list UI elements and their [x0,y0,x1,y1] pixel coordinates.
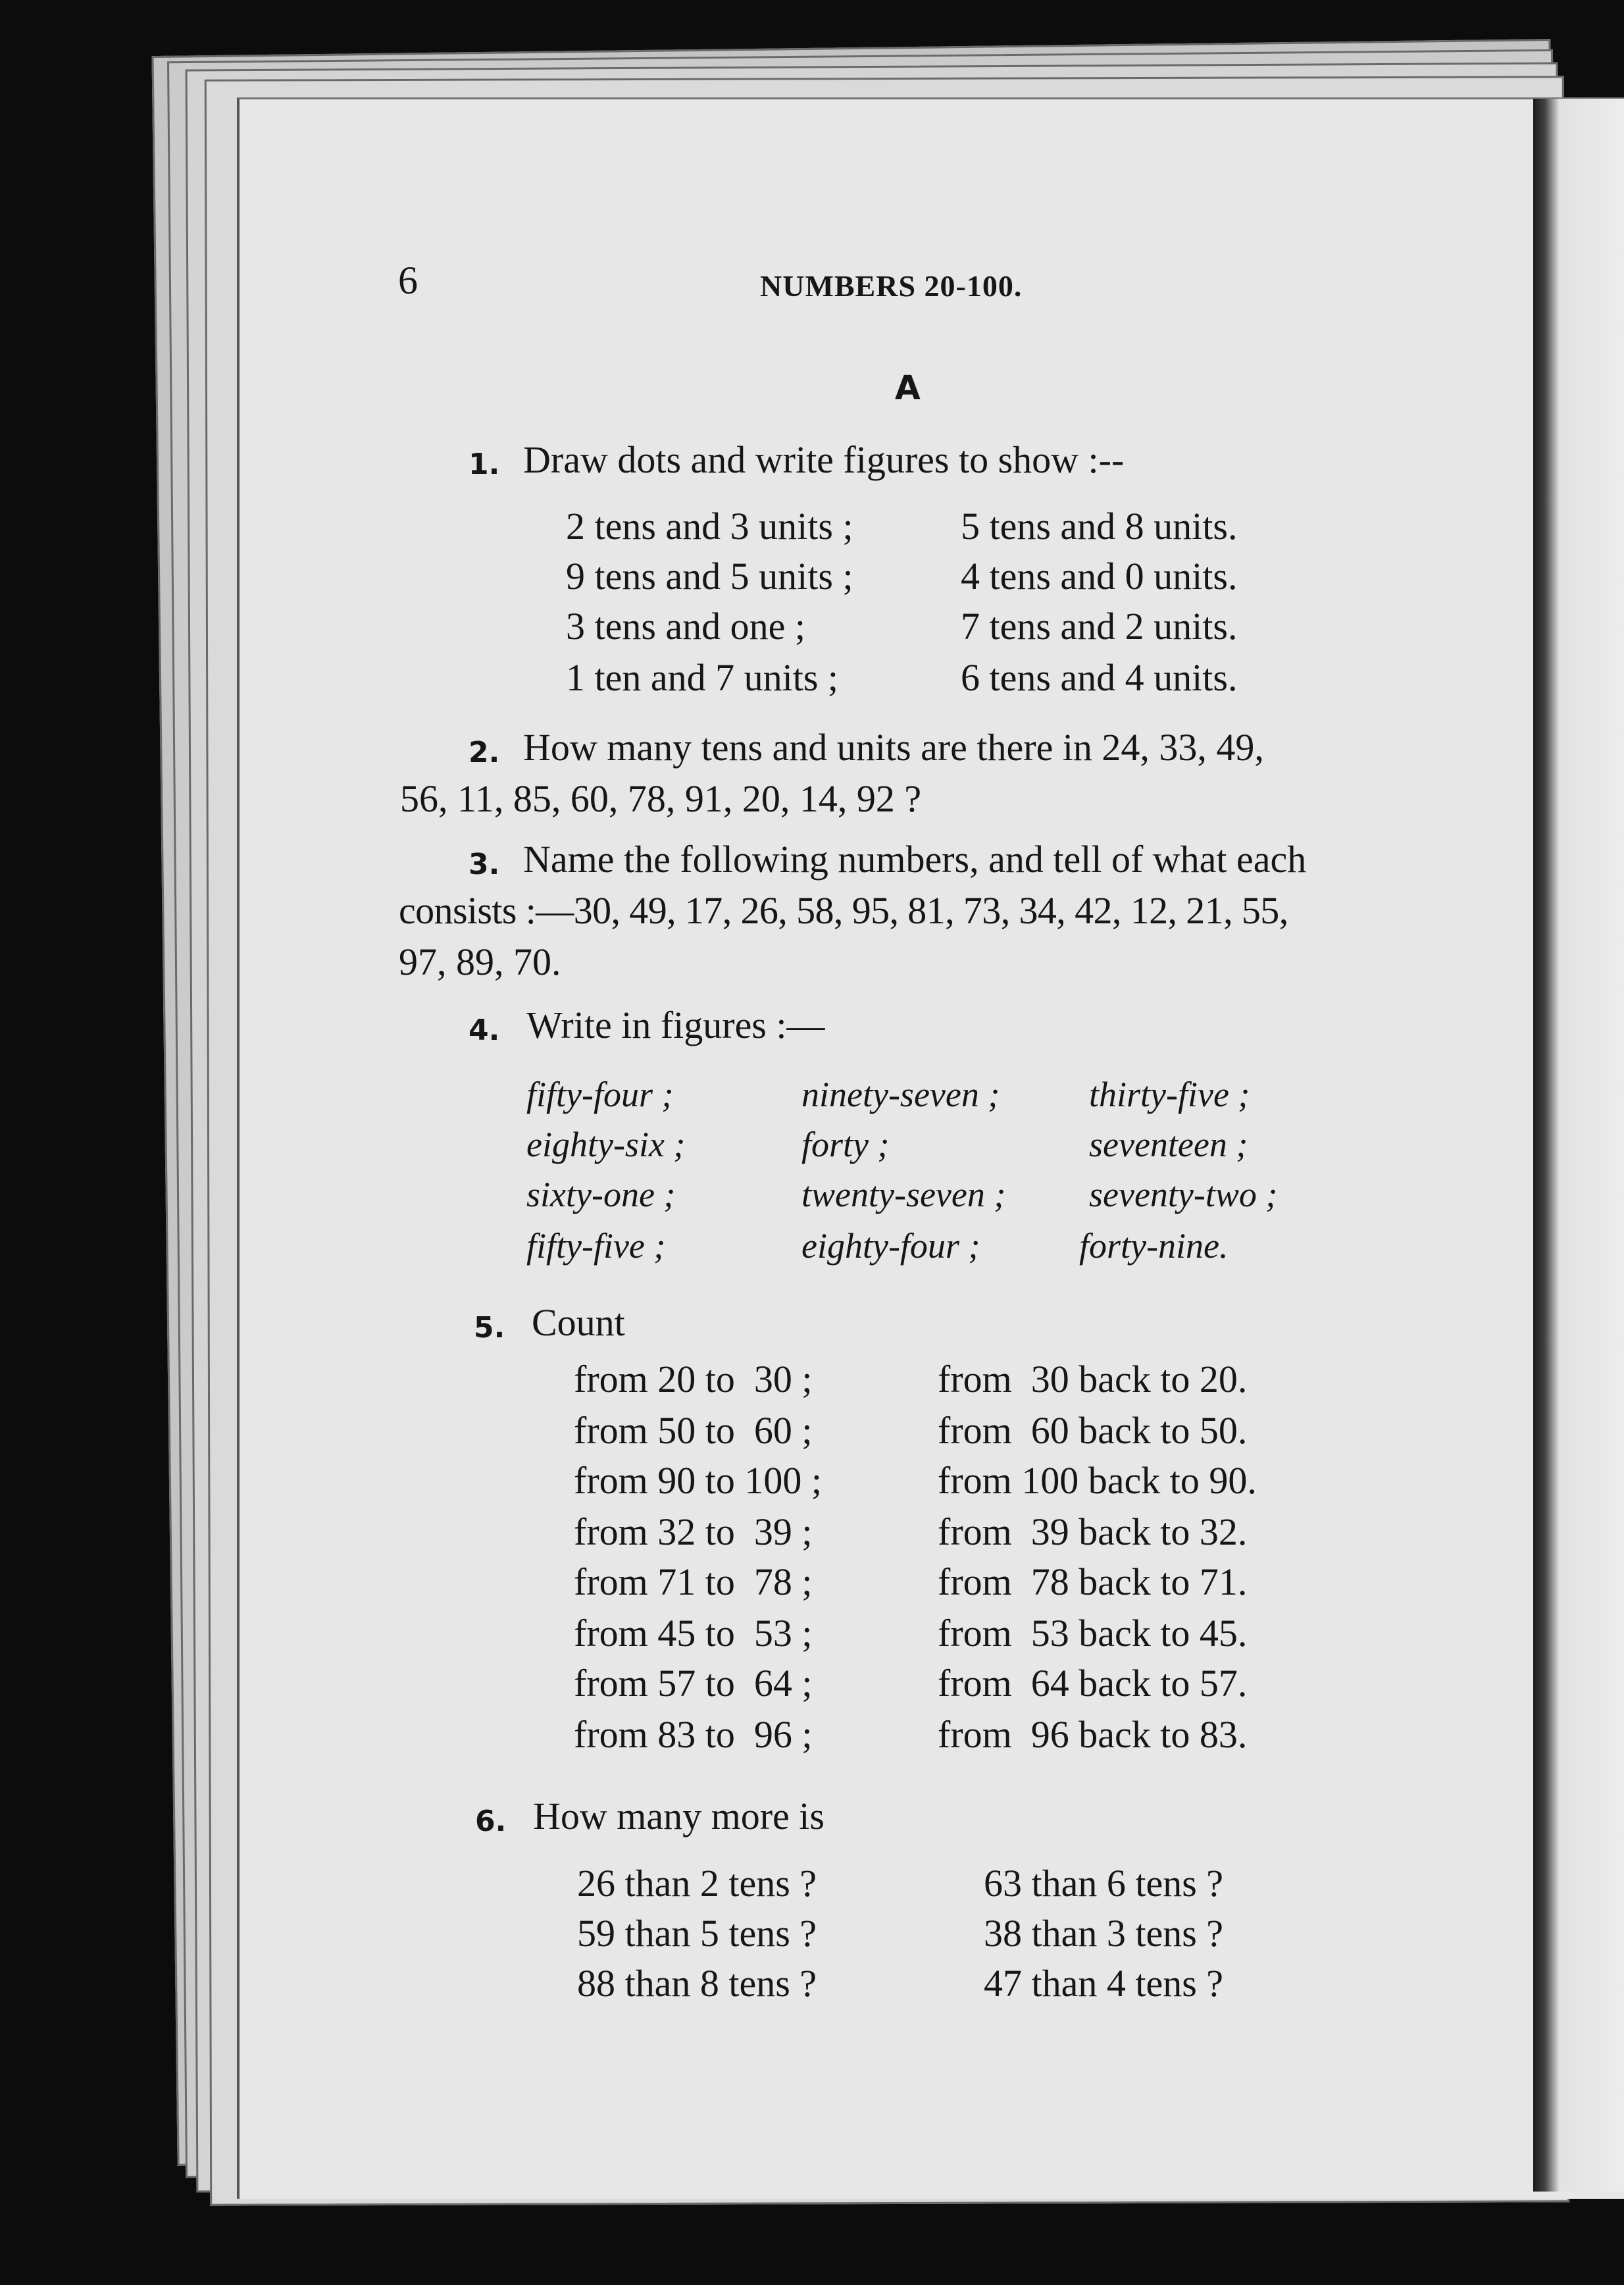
list-item: from 53 back to 45. [938,1612,1248,1655]
list-item: fifty-four ; [526,1075,674,1114]
list-item: from 64 back to 57. [938,1662,1248,1705]
list-item: ninety-seven ; [801,1075,1000,1114]
running-title: NUMBERS 20-100. [760,269,1023,303]
question-text: How many more is [533,1795,825,1837]
question-number: 6. [475,1805,507,1838]
list-item: from 96 back to 83. [938,1713,1248,1756]
list-item: 9 tens and 5 units ; [566,555,853,598]
list-item: from 100 back to 90. [938,1459,1257,1502]
question-text: 97, 89, 70. [399,940,561,983]
list-item: 26 than 2 tens ? [577,1862,817,1905]
list-item: from 90 to 100 ; [574,1459,822,1502]
book-page [237,97,1624,2199]
question-text: consists :—30, 49, 17, 26, 58, 95, 81, 73, 34, 42, 12, 21, 55, [399,889,1288,932]
question-number: 2. [469,736,500,769]
list-item: eighty-six ; [526,1125,686,1164]
list-item: 1 ten and 7 units ; [566,656,839,699]
list-item: 7 tens and 2 units. [961,605,1238,648]
list-item: thirty-five ; [1089,1075,1250,1114]
list-item: from 45 to 53 ; [574,1612,813,1655]
list-item: from 78 back to 71. [938,1560,1248,1603]
section-letter: A [895,369,921,407]
question-text: 56, 11, 85, 60, 78, 91, 20, 14, 92 ? [400,777,922,820]
list-item: 63 than 6 tens ? [984,1862,1224,1905]
list-item: 6 tens and 4 units. [961,656,1238,699]
list-item: from 50 to 60 ; [574,1409,813,1452]
question-number: 4. [469,1014,500,1047]
list-item: 38 than 3 tens ? [984,1912,1224,1955]
list-item: from 57 to 64 ; [574,1662,813,1705]
question-number: 3. [469,848,500,881]
list-item: 3 tens and one ; [566,605,806,648]
list-item: twenty-seven ; [801,1175,1006,1214]
list-item: sixty-one ; [526,1175,676,1214]
list-item: fifty-five ; [526,1226,666,1266]
list-item: seventy-two ; [1089,1175,1278,1214]
list-item: from 32 to 39 ; [574,1510,813,1553]
list-item: eighty-four ; [801,1226,980,1266]
list-item: 4 tens and 0 units. [961,555,1238,598]
question-text: Name the following numbers, and tell of what each [523,838,1307,881]
list-item: 2 tens and 3 units ; [566,505,853,548]
list-item: from 60 back to 50. [938,1409,1248,1452]
list-item: 59 than 5 tens ? [577,1912,817,1955]
list-item: forty ; [801,1125,890,1164]
list-item: from 30 back to 20. [938,1358,1248,1400]
list-item: 47 than 4 tens ? [984,1962,1224,2005]
list-item: 5 tens and 8 units. [961,505,1238,548]
question-text: Draw dots and write figures to show :-- [523,438,1125,481]
question-number: 1. [469,448,500,481]
list-item: from 20 to 30 ; [574,1358,813,1400]
list-item: 88 than 8 tens ? [577,1962,817,2005]
list-item: from 71 to 78 ; [574,1560,813,1603]
question-number: 5. [474,1311,505,1345]
question-text: Count [532,1301,625,1344]
book-gutter [1533,99,1624,2192]
page-number: 6 [398,259,418,302]
question-text: Write in figures :— [526,1004,825,1046]
question-text: How many tens and units are there in 24, 33, 49, [523,726,1264,769]
list-item: forty-nine. [1079,1226,1229,1266]
list-item: from 83 to 96 ; [574,1713,813,1756]
list-item: from 39 back to 32. [938,1510,1248,1553]
list-item: seventeen ; [1089,1125,1248,1164]
